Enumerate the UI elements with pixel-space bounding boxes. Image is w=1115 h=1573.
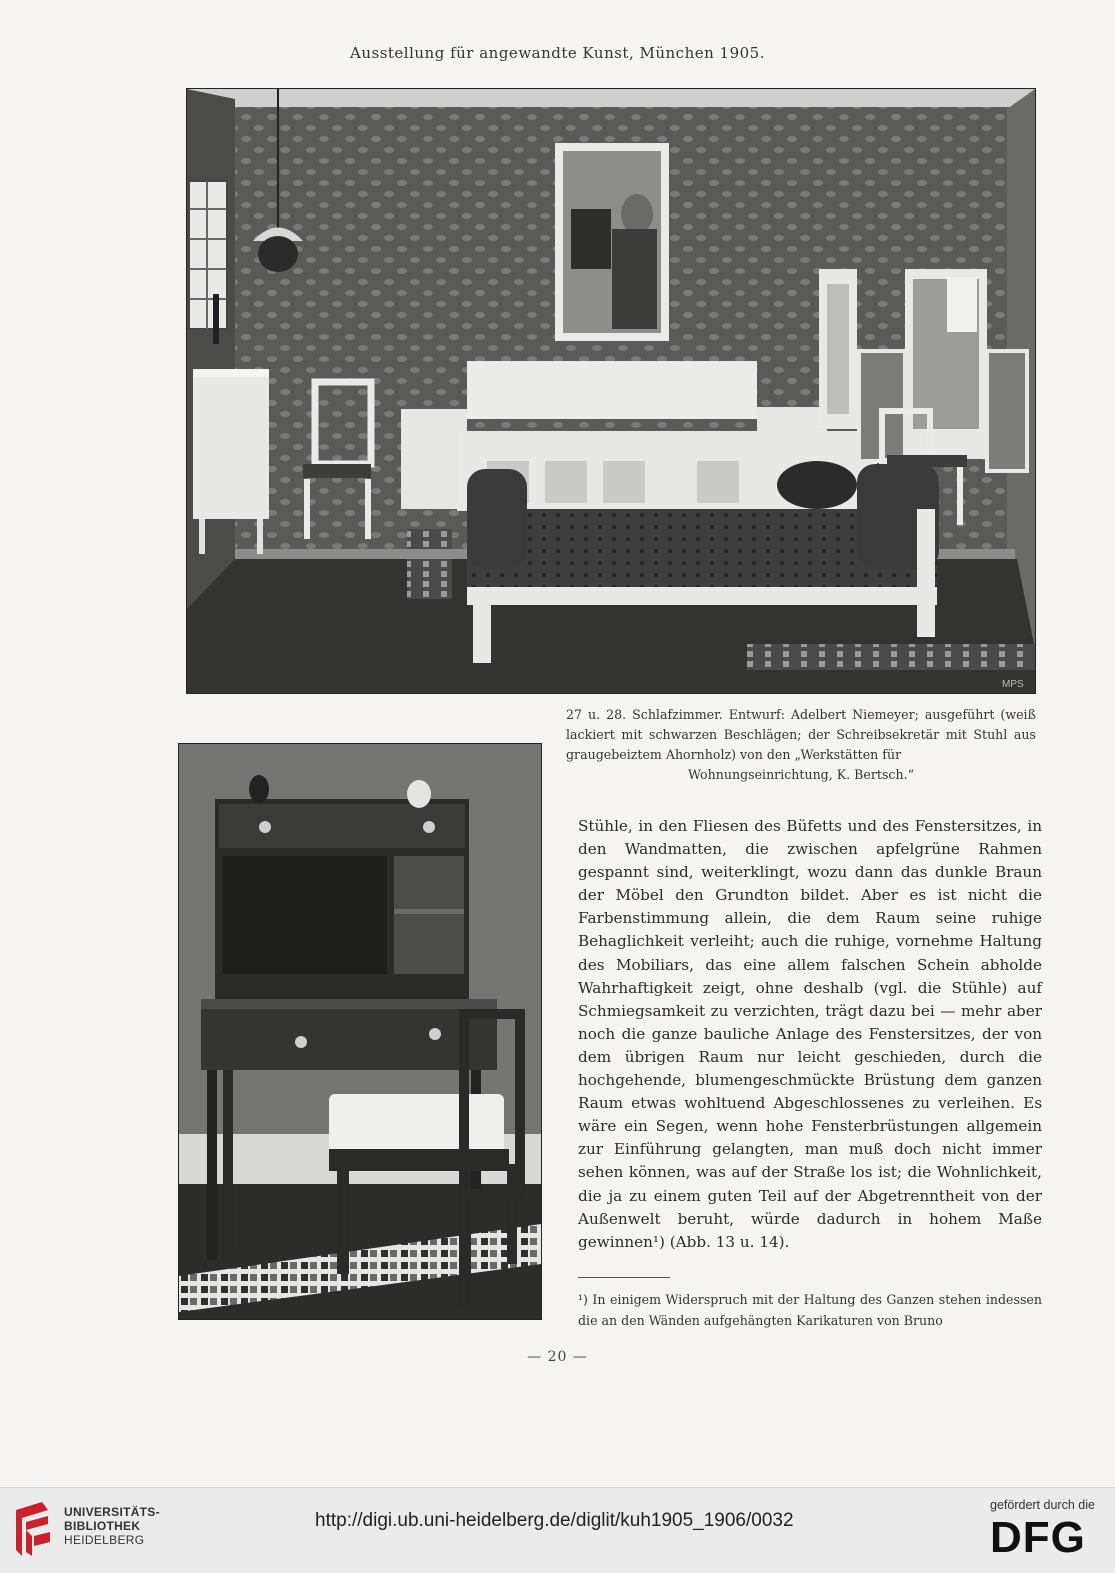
caption-text: 27 u. 28. Schlafzimmer. Entwurf: Adelbert Niemeyer; ausgeführt (weiß lackiert mit schwarzen Beschlägen; der Schreibsekretär mit Stuhl aus graugebeiztem Ahornholz) von den „Werkstätten für xyxy=(566,707,1036,762)
secretary-illustration xyxy=(179,744,541,1319)
library-name xyxy=(64,1505,160,1547)
page-number: — 20 — xyxy=(527,1349,588,1365)
bedroom-illustration xyxy=(187,89,1035,693)
bedroom-photo xyxy=(186,88,1036,694)
library-name-line3: HEIDELBERG xyxy=(64,1533,145,1547)
funder-label: gefördert durch die xyxy=(990,1498,1095,1512)
footnote-rule xyxy=(578,1277,670,1278)
caption-last-line: Wohnungseinrichtung, K. Bertsch.“ xyxy=(687,767,915,782)
permalink-url[interactable]: http://digi.ub.uni-heidelberg.de/diglit/kuh1905_1906/0032 xyxy=(315,1510,794,1531)
footnote: ¹) In einigem Widerspruch mit der Haltung des Ganzen stehen indessen die an den Wänden aufgehängten Karikaturen von Bruno xyxy=(578,1292,1042,1328)
body-paragraph: Stühle, in den Fliesen des Büfetts und des Fenstersitzes, in den Wandmatten, die zwischen apfelgrüne Rahmen gespannt sind, weiterklingt, wozu dann das dunkle Braun der Möbel den Grundton bildet. Aber es ist nicht die Farbenstimmung allein, die dem Raum seine ruhige Behaglichkeit verleiht; auch die ruhige, vornehme Haltung des Mobiliars, das eine allem falschen Schein abholde Wahrhaftigkeit zeigt, ohne deshalb (vgl. die Stühle) auf Schmiegsamkeit zu verzichten, trägt dazu bei — mehr aber noch die ganze bauliche Anlage des Fenstersitzes, der von dem übrigen Raum nur leicht geschieden, durch die hochgehende, blumengeschmückte Brüstung dem ganzen Raum etwas wohltuend Abgeschlossenes zu verleihen. Es wäre ein Segen, wenn hohe Fensterbrüstungen allgemein zur Einführung gelangten, man muß doch nicht immer sehen können, was auf der Straße los ist; die Wohnlichkeit, die ja zu einem guten Teil auf der Abgetrenntheit von der Außenwelt beruht, würde dadurch in hohem Maße gewinnen¹) (Abb. 13 u. 14). xyxy=(578,817,1042,1251)
figure-caption xyxy=(566,705,1036,785)
university-library-logo-icon xyxy=(12,1500,52,1558)
library-name-line1: UNIVERSITÄTS- xyxy=(64,1505,160,1519)
photo-watermark: MPS xyxy=(1002,679,1024,690)
secretary-photo xyxy=(178,743,542,1320)
running-head: Ausstellung für angewandte Kunst, München 1905. xyxy=(350,44,765,62)
footer-bar xyxy=(0,1487,1115,1573)
dfg-logo: DFG xyxy=(990,1513,1086,1562)
library-name-line2: BIBLIOTHEK xyxy=(64,1519,141,1533)
